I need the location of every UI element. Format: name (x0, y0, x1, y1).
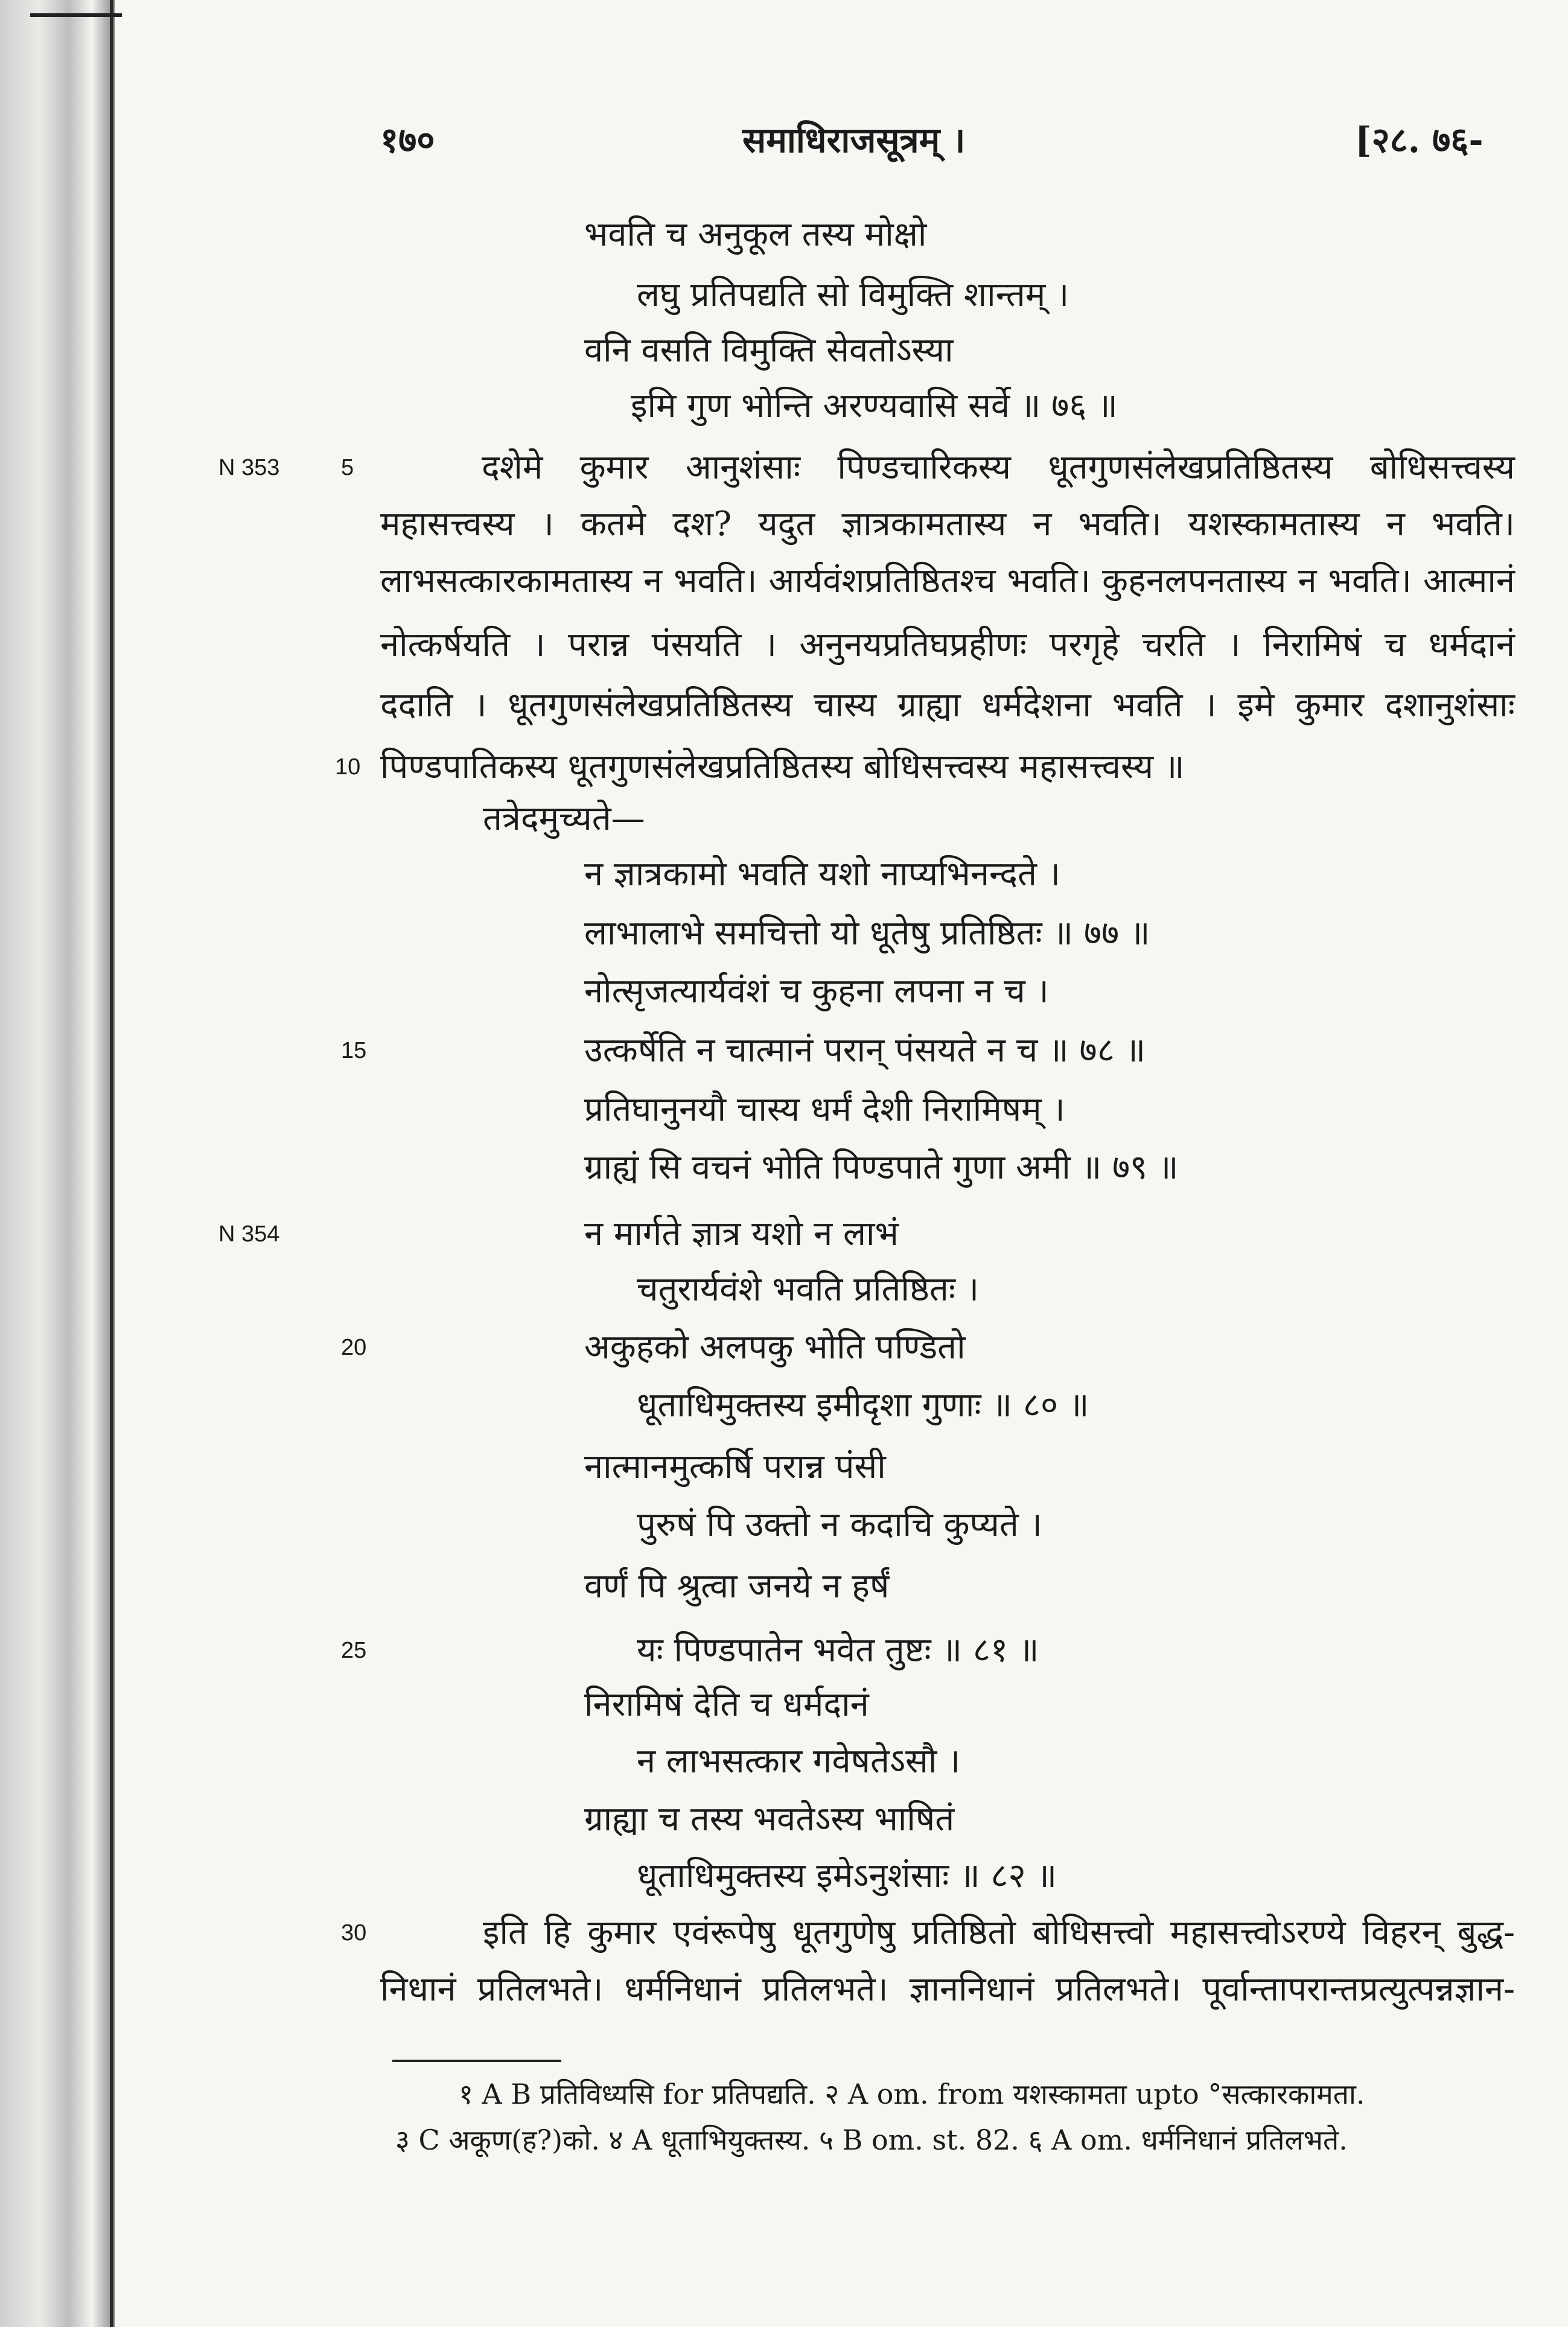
prose-line: महासत्त्वस्य । कतमे दश? यदुत ज्ञात्रकामतास्य न भवति। यशस्कामतास्य न भवति। (380, 505, 1515, 544)
verse-line: लाभालाभे समचित्तो यो धूतेषु प्रतिष्ठितः ॥ ७७ ॥ (584, 914, 1150, 953)
prose-line: दशेमे कुमार आनुशंसाः पिण्डचारिकस्य धूतगुणसंलेखप्रतिष्ठितस्य बोधिसत्त्वस्य (482, 448, 1515, 487)
margin-line-20: 20 (341, 1335, 367, 1360)
verse-line: न लाभसत्कार गवेषतेऽसौ । (637, 1742, 961, 1781)
top-corner-rule (30, 13, 122, 17)
verse-line: न ज्ञात्रकामो भवति यशो नाप्यभिनन्दते । (584, 855, 1060, 894)
margin-ref-n353: N 353 (218, 455, 280, 480)
footnote-rule (392, 2060, 561, 2062)
section-reference: [२८. ७६- (1355, 119, 1484, 161)
footnote-line: १ A B प्रतिविध्यसि for प्रतिपद्यति. २ A om. from यशस्कामता upto °सत्कारकामता. (459, 2078, 1365, 2110)
prose-line: नोत्कर्षयति । परान्न पंसयति । अनुनयप्रतिघप्रहीणः परगृहे चरति । निरामिषं च धर्मदानं (380, 625, 1515, 664)
verse-line: नोत्सृजत्यार्यवंशं च कुहना लपना न च । (584, 972, 1049, 1011)
margin-line-10: 10 (335, 754, 361, 780)
prose-line: इति हि कुमार एवंरूपेषु धूतगुणेषु प्रतिष्ठितो बोधिसत्त्वो महासत्त्वोऽरण्ये विहरन् बुद्ध- (483, 1913, 1515, 1952)
verse-line: ग्राह्यं सि वचनं भोति पिण्डपाते गुणा अमी ॥ ७९ ॥ (584, 1148, 1179, 1187)
running-title: समाधिराजसूत्रम् । (742, 119, 966, 161)
verse-line: वर्णं पि श्रुत्वा जनये न हर्षं (584, 1567, 890, 1606)
verse-line: चतुरार्यवंशे भवति प्रतिष्ठितः । (637, 1270, 980, 1309)
margin-line-5: 5 (341, 455, 354, 480)
verse-line: यः पिण्डपातेन भवेत तुष्टः ॥ ८१ ॥ (637, 1631, 1039, 1670)
verse-line: निरामिषं देति च धर्मदानं (584, 1685, 869, 1724)
verse-line: अकुहको अलपकु भोति पण्डितो (584, 1328, 966, 1367)
verse-line: भवति च अनुकूल तस्य मोक्षो (584, 215, 927, 254)
verse-line: प्रतिघानुनयौ चास्य धर्मं देशी निरामिषम् । (584, 1090, 1065, 1129)
margin-ref-n354: N 354 (218, 1221, 280, 1247)
verse-line: लघु प्रतिपद्यति सो विमुक्ति शान्तम् । (637, 275, 1069, 314)
prose-line: निधानं प्रतिलभते। धर्मनिधानं प्रतिलभते। ज्ञाननिधानं प्रतिलभते। पूर्वान्तापरान्तप्रत्युत्पन्नज्ञान- (380, 1970, 1515, 2009)
verse-line: धूताधिमुक्तस्य इमेऽनुशंसाः ॥ ८२ ॥ (637, 1856, 1057, 1896)
prose-line: पिण्डपातिकस्य धूतगुणसंलेखप्रतिष्ठितस्य बोधिसत्त्वस्य महासत्त्वस्य ॥ (380, 747, 1185, 786)
prose-line: लाभसत्कारकामतास्य न भवति। आर्यवंशप्रतिष्ठितश्च भवति। कुहनलपनतास्य न भवति। आत्मानं (380, 561, 1515, 600)
binding-rule (110, 0, 113, 2327)
margin-line-15: 15 (341, 1038, 367, 1063)
verse-intro: तत्रेदमुच्यते— (483, 799, 645, 838)
prose-line: ददाति । धूतगुणसंलेखप्रतिष्ठितस्य चास्य ग्राह्या धर्मदेशना भवति । इमे कुमार दशानुशंसाः (380, 686, 1515, 725)
page-number: १७० (380, 119, 435, 161)
margin-line-30: 30 (341, 1920, 367, 1946)
verse-line: इमि गुण भोन्ति अरण्यवासि सर्वे ॥ ७६ ॥ (631, 386, 1118, 425)
verse-line: नात्मानमुत्कर्षि परान्न पंसी (584, 1447, 886, 1486)
verse-line: न मार्गते ज्ञात्र यशो न लाभं (584, 1214, 899, 1253)
footnote-line: ३ C अकूण(ह?)को. ४ A धूताभियुक्तस्य. ५ B om. st. 82. ६ A om. धर्मनिधानं प्रतिलभते. (395, 2124, 1348, 2156)
verse-line: धूताधिमुक्तस्य इमीदृशा गुणाः ॥ ८० ॥ (637, 1386, 1089, 1425)
margin-line-25: 25 (341, 1638, 367, 1663)
verse-line: वनि वसति विमुक्ति सेवतोऽस्या (584, 331, 954, 370)
verse-line: उत्कर्षेति न चात्मानं परान् पंसयते न च ॥ ७८ ॥ (584, 1031, 1146, 1070)
verse-line: ग्राह्या च तस्य भवतेऽस्य भाषितं (584, 1800, 955, 1839)
book-binding-edge (0, 0, 115, 2327)
verse-line: पुरुषं पि उक्तो न कदाचि कुप्यते । (637, 1505, 1042, 1544)
